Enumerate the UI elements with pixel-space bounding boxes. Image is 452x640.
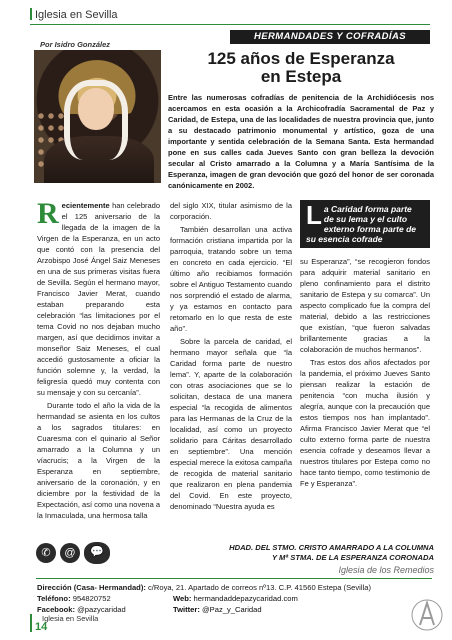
contact-icons xyxy=(36,540,110,566)
column-1-paragraph-1-text: han celebrado el 125 aniversario de la llegada de la imagen de la Virgen de la Esperanza, en un acto que contó con la presencia del Arzobispo José Ángel Saiz Meneses en una de sus primeras visitas fuera de Sevilla. Según el hermano mayor, Francisco Javier Merat, cuando estaban preparando esta celebración “las limitaciones por el tema Covid no nos dejaban mucho margen, así que decidimos invitar a monseñor Saiz Meneses, el cual accedió gustosamente a oficiar la función solemne y, la verdad, la feligresía quedó muy contenta con su mensaje y con su cercanía”. xyxy=(37,201,160,397)
contact-twitter xyxy=(173,605,262,615)
page-number: 14 xyxy=(35,621,48,633)
pull-quote xyxy=(300,200,430,248)
facebook-label: Facebook: xyxy=(37,605,75,614)
virgin-photo xyxy=(34,50,161,183)
drop-cap: R xyxy=(37,197,59,230)
footer-accent-bar xyxy=(30,614,32,632)
body-column-3 xyxy=(300,256,430,491)
emblem-seal-icon xyxy=(410,597,444,633)
web-value[interactable]: hermandaddepazycaridad.com xyxy=(191,594,298,603)
column-3-paragraph-1: su Esperanza”, “se recogieron fondos para adquirir material sanitario en pleno confinamiento para el distrito sanitario de Estepa y su comarca”. Un aspecto complicado fue la compra del material, debido a las restricciones que existían, “que fueron salvadas brillantemente gracias a la colaboración de muchos hermanos”. xyxy=(300,257,430,354)
column-2-paragraph-3: Sobre la parcela de caridad, el hermano mayor señala que “la Caridad forma parte de nuestro lema”. Y, aparte de la colaboración con otras asociaciones que se lo solicitan, destaca de una manera especial “la recogida de alimentos para las Hermanas de la Cruz de la localidad, así como un proyecto solidario para Cáritas desarrollado en septiembre”. Una mención especial merece la exitosa campaña de recogida de material sanitario que realizaron en plena pandemia del Covid. En este proyecto, denominado “Nuestra ayuda es xyxy=(170,337,292,511)
at-email-icon: @ xyxy=(60,543,80,563)
run-in-word: ecientemente xyxy=(61,201,110,210)
church-name: Iglesia de los Remedios xyxy=(338,565,434,575)
body-column-2 xyxy=(170,200,292,514)
article-title xyxy=(170,50,432,86)
web-label: Web: xyxy=(173,594,192,603)
photo-face xyxy=(78,88,114,130)
header-accent-bar xyxy=(30,8,32,20)
header-rule xyxy=(30,24,430,25)
pull-quote-text: a Caridad forma parte de su lema y el culto externo forma parte de su esencia cofrade xyxy=(306,204,417,244)
chat-bubbles-icon: 💬 xyxy=(84,542,110,564)
contact-web xyxy=(173,594,298,604)
contact-address xyxy=(37,583,371,593)
running-header xyxy=(30,8,118,24)
twitter-value[interactable]: @Paz_y_Caridad xyxy=(199,605,262,614)
phone-label: Teléfono: xyxy=(37,594,71,603)
contact-phone xyxy=(37,594,111,604)
title-line-2: en Estepa xyxy=(260,67,342,86)
twitter-label: Twitter: xyxy=(173,605,200,614)
article-lede: Entre las numerosas cofradías de penitencia de la Archidiócesis nos acercamos en esta ocasión a la Archicofradía Sacramental de Paz y Caridad, de Estepa, una de las localidades de nuestra provincia que, junto a su destacado patrimonio monumental y artístico, goza de una importante y sentida celebración de la Semana Santa. Esta hermandad pone en sus calles cada Jueves Santo con gran belleza la devoción secular al Cristo amarrado a la Columna y a María Santísima de la Esperanza, imagen de gran devoción que gozó del honor de ser coronada canónicamente en 2002. xyxy=(168,93,434,190)
section-banner: HERMANDADES Y COFRADÍAS xyxy=(230,30,430,44)
address-label: Dirección (Casa- Hermandad): xyxy=(37,583,146,592)
facebook-value[interactable]: @pazycaridad xyxy=(74,605,126,614)
column-1-paragraph-1 xyxy=(37,197,160,398)
author-byline: Por Isidro González xyxy=(40,40,111,49)
brotherhood-name-line-2: Y Mª STMA. DE LA ESPERANZA CORONADA xyxy=(271,553,434,562)
brotherhood-name-line-1: HDAD. DEL STMO. CRISTO AMARRADO A LA COLUMNA xyxy=(229,543,434,552)
header-section: Iglesia en Sevilla xyxy=(35,9,118,21)
body-column-1 xyxy=(37,197,160,523)
column-2-paragraph-2: También desarrollan una activa formación cristiana impartida por la parroquia, tratando sobre un tema en concreto en cada ejercicio. “El último año recibiamos formación sobre el Antiguo Testamento cuando nos sorprendió el estado de alarma, y ya estamos en contacto para retomarlo en lo que resta de este año”. xyxy=(170,225,292,333)
signature-rule xyxy=(36,578,432,579)
footer-section: Iglesia en Sevilla xyxy=(42,614,99,623)
address-value: c/Roya, 21. Apartado de correos nº13. C.P. 41560 Estepa (Sevilla) xyxy=(145,583,371,592)
phone-value: 954820752 xyxy=(70,594,111,603)
brotherhood-name xyxy=(150,543,434,563)
phone-icon: ✆ xyxy=(36,543,56,563)
column-3-paragraph-2: Tras estos dos años afectados por la pandemia, el próximo Jueves Santo piensan realizar la estación de penitencia “con mucha ilusión y alegría, aunque con la precaución que estos tiempos nos han implantado”. Afirma Francisco Javier Merat que “el culto externo forma parte de nuestra esencia cofrade y deseamos llevar a nuestros titulares por Estepa como no hace tanto tiempo, como testimonio de Fe y Esperanza”. xyxy=(300,358,430,488)
column-2-paragraph-1: del siglo XIX, titular asimismo de la corporación. xyxy=(170,201,292,221)
column-1-paragraph-2: Durante todo el año la vida de la hermandad se asienta en los cultos a los sagrados titulares: en Cuaresma con el quinario al Señor amarrado a la Columna y un víacrucis; a la Virgen de la Esperanza en septiembre, aniversario de la coronación, y en diciembre por la festividad de la Expectación, así como una novena a la Inmaculada, una hermosa talla xyxy=(37,401,160,520)
title-line-1: 125 años de Esperanza xyxy=(207,49,395,68)
pull-quote-drop: L xyxy=(306,200,322,230)
